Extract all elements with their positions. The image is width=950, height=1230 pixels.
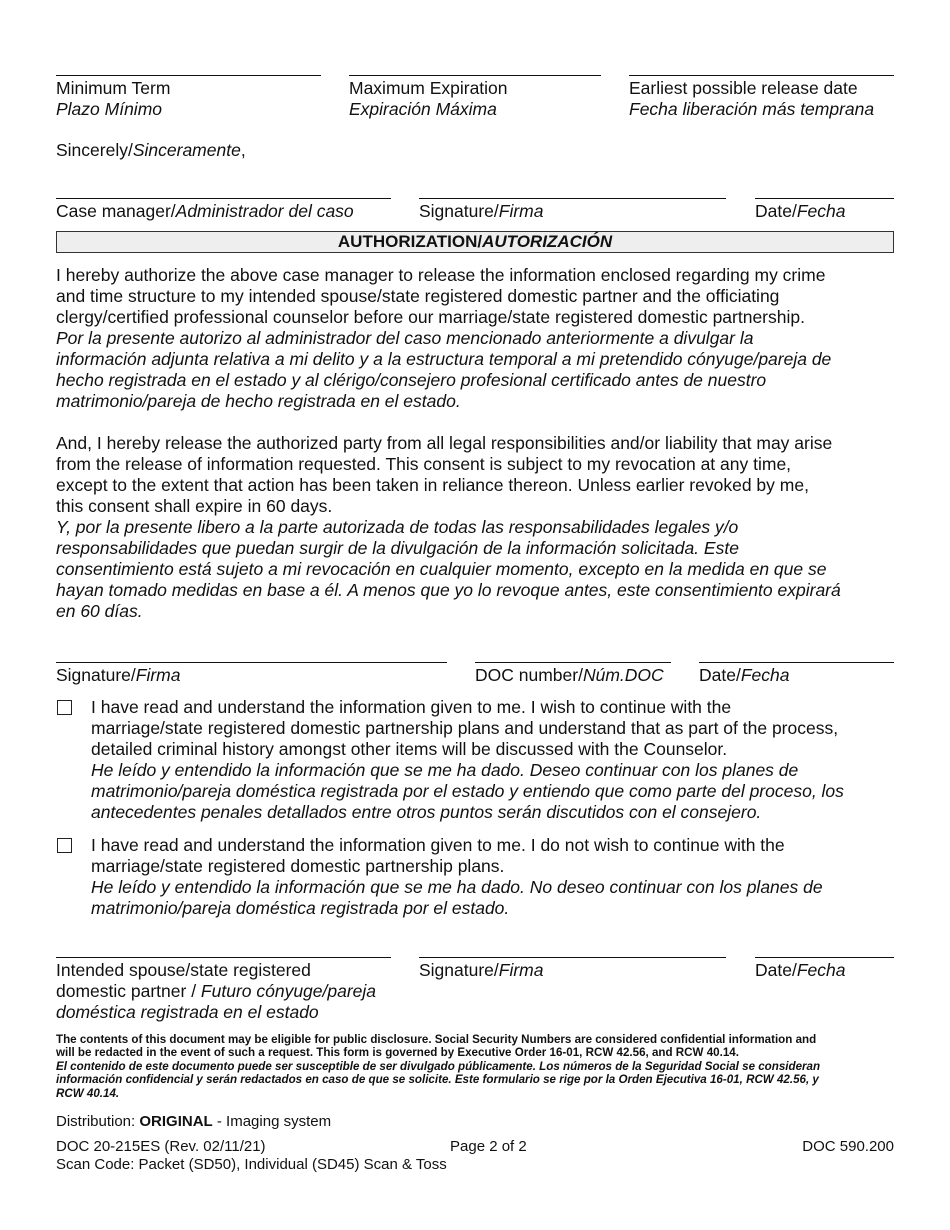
para1-es-line: hecho registrada en el estado y al clérigo/consejero profesional certificado antes de nuestro: [56, 370, 767, 390]
release-paragraph: [56, 433, 898, 622]
offender-signature-label: [56, 665, 181, 686]
para2-en-line: except to the extent that action has been taken in reliance thereon. Unless earlier revoked by me,: [56, 475, 809, 495]
spouse-date-line[interactable]: [755, 957, 894, 958]
release-date-en: Earliest possible release date: [629, 78, 858, 98]
spouse-en-line: Intended spouse/state registered: [56, 960, 311, 980]
spouse-label: [56, 960, 376, 1023]
disclosure-en-line: will be redacted in the event of such a request. This form is governed by Executive Order 16-01, RCW 42.56, and RCW 40.14.: [56, 1046, 739, 1060]
continue-checkbox[interactable]: [57, 700, 72, 715]
para1-es-line: matrimonio/pareja de hecho registrada en el estado.: [56, 391, 461, 411]
para2-es-line: Y, por la presente libero a la parte autorizada de todas las responsabilidades legales y/o: [56, 517, 739, 537]
para1-en-line: I hereby authorize the above case manager to release the information enclosed regarding my crime: [56, 265, 826, 285]
para2-es-line: consentimiento está sujeto a mi revocación en cualquier momento, excepto en la medida en que se: [56, 559, 827, 579]
spouse-es-line: doméstica registrada en el estado: [56, 1002, 319, 1022]
option2-es-line: matrimonio/pareja doméstica registrada por el estado.: [91, 898, 510, 918]
option2-en-line: marriage/state registered domestic partnership plans.: [91, 856, 505, 876]
signature-en: Signature/: [419, 960, 499, 980]
release-date-es: Fecha liberación más temprana: [629, 99, 875, 119]
option2-en-line: I have read and understand the information given to me. I do not wish to continue with the: [91, 835, 785, 855]
release-date-label: [629, 78, 874, 120]
para1-es-line: información adjunta relativa a mi delito y a la estructura temporal a mi pretendido cónyuge/pareja de: [56, 349, 832, 369]
option1-en-line: marriage/state registered domestic partnership plans and understand that as part of the process,: [91, 718, 839, 738]
offender-date-line[interactable]: [699, 662, 894, 663]
option1-en-line: detailed criminal history amongst other items will be discussed with the Counselor.: [91, 739, 728, 759]
page-number: Page 2 of 2: [450, 1138, 527, 1155]
para1-es-line: Por la presente autorizo al administrador del caso mencionado anteriormente a divulgar la: [56, 328, 754, 348]
option1-es-line: antecedentes penales detallados entre otros puntos serán discutidos con el consejero.: [91, 802, 762, 822]
scan-code: Scan Code: Packet (SD50), Individual (SD45) Scan & Toss: [56, 1156, 447, 1173]
date-en: Date/: [755, 960, 797, 980]
distribution-original: ORIGINAL: [139, 1113, 213, 1130]
doc-number-en: DOC number/: [475, 665, 583, 685]
para2-en-line: from the release of information requested. This consent is subject to my revocation at any time,: [56, 454, 792, 474]
maximum-expiration-label: [349, 78, 508, 120]
case-manager-signature-label: [419, 201, 544, 222]
disclosure-es-line: RCW 40.14.: [56, 1086, 120, 1100]
para2-es-line: en 60 días.: [56, 601, 143, 621]
signature-en: Signature/: [56, 665, 136, 685]
case-manager-label: [56, 201, 354, 222]
option1-es-line: He leído y entendido la información que se me ha dado. Deseo continuar con los planes de: [91, 760, 799, 780]
case-manager-es: Administrador del caso: [175, 201, 354, 221]
date-es: Fecha: [796, 960, 846, 980]
disclosure-es-line: información confidencial y serán redactados en caso de que se solicite. Este formulario se rige por la Orden Ejecutiva 16-01, RCW 42.56, y: [56, 1073, 819, 1087]
minimum-term-label: [56, 78, 170, 120]
option1-es-line: matrimonio/pareja doméstica registrada por el estado y entiendo que como parte del proceso, los: [91, 781, 844, 801]
case-manager-date-label: [755, 201, 845, 222]
para2-es-line: hayan tomado medidas en base a él. A menos que yo lo revoque antes, este consentimiento expirará: [56, 580, 841, 600]
case-manager-signature-line[interactable]: [419, 198, 726, 199]
para2-en-line: And, I hereby release the authorized party from all legal responsibilities and/or liability that may arise: [56, 433, 833, 453]
date-es: Fecha: [796, 201, 846, 221]
offender-date-label: [699, 665, 789, 686]
disclosure-es-line: El contenido de este documento puede ser susceptible de ser divulgado públicamente. Los números de la Seguridad Social se consideran: [56, 1059, 821, 1073]
date-en: Date/: [699, 665, 741, 685]
maximum-expiration-es: Expiración Máxima: [349, 99, 497, 119]
doc-number-label: [475, 665, 664, 686]
date-es: Fecha: [740, 665, 790, 685]
signature-es: Firma: [498, 960, 544, 980]
case-manager-line[interactable]: [56, 198, 391, 199]
disclosure-en-line: The contents of this document may be eligible for public disclosure. Social Security Numbers are considered confidential information and: [56, 1033, 817, 1046]
authorization-paragraph: [56, 265, 898, 412]
para1-en-line: clergy/certified professional counselor before our marriage/state registered domestic partnership.: [56, 307, 805, 327]
distribution-label: Distribution:: [56, 1113, 140, 1130]
distribution: [56, 1113, 331, 1131]
distribution-rest: - Imaging system: [212, 1113, 332, 1130]
case-manager-date-line[interactable]: [755, 198, 894, 199]
minimum-term-en: Minimum Term: [56, 78, 171, 98]
form-id: DOC 20-215ES (Rev. 02/11/21): [56, 1138, 266, 1155]
option1-en-line: I have read and understand the information given to me. I wish to continue with the: [91, 697, 732, 717]
maximum-expiration-en: Maximum Expiration: [349, 78, 508, 98]
signature-es: Firma: [498, 201, 544, 221]
para2-en-line: this consent shall expire in 60 days.: [56, 496, 333, 516]
disclosure-notice: [56, 1033, 896, 1100]
release-date-line[interactable]: [629, 75, 894, 76]
doc-number-es: Núm.DOC: [582, 665, 664, 685]
date-en: Date/: [755, 201, 797, 221]
continue-option-text: [91, 697, 901, 823]
authorization-es: AUTORIZACIÓN: [482, 232, 613, 251]
closing-es: Sinceramente: [132, 140, 241, 160]
doc-number-line[interactable]: [475, 662, 671, 663]
policy-number: DOC 590.200: [802, 1138, 894, 1155]
maximum-expiration-line[interactable]: [349, 75, 601, 76]
para1-en-line: and time structure to my intended spouse/state registered domestic partner and the officiating: [56, 286, 780, 306]
minimum-term-line[interactable]: [56, 75, 321, 76]
spouse-name-line[interactable]: [56, 957, 391, 958]
spouse-date-label: [755, 960, 845, 981]
offender-signature-line[interactable]: [56, 662, 447, 663]
closing-en: Sincerely/: [56, 140, 133, 160]
discontinue-option-text: [91, 835, 901, 919]
para2-es-line: responsabilidades que puedan surgir de la divulgación de la información solicitada. Este: [56, 538, 739, 558]
minimum-term-es: Plazo Mínimo: [56, 99, 163, 119]
signature-es: Firma: [135, 665, 181, 685]
spouse-signature-label: [419, 960, 544, 981]
signature-en: Signature/: [419, 201, 499, 221]
spouse-signature-line[interactable]: [419, 957, 726, 958]
authorization-header: [56, 231, 894, 253]
option2-es-line: He leído y entendido la información que se me ha dado. No deseo continuar con los planes de: [91, 877, 823, 897]
authorization-en: AUTHORIZATION/: [337, 232, 483, 251]
closing: [56, 140, 246, 161]
case-manager-en: Case manager/: [56, 201, 176, 221]
spouse-en-line: domestic partner /: [56, 981, 201, 1001]
closing-comma: ,: [240, 140, 246, 160]
discontinue-checkbox[interactable]: [57, 838, 72, 853]
spouse-es-line: Futuro cónyuge/pareja: [200, 981, 377, 1001]
